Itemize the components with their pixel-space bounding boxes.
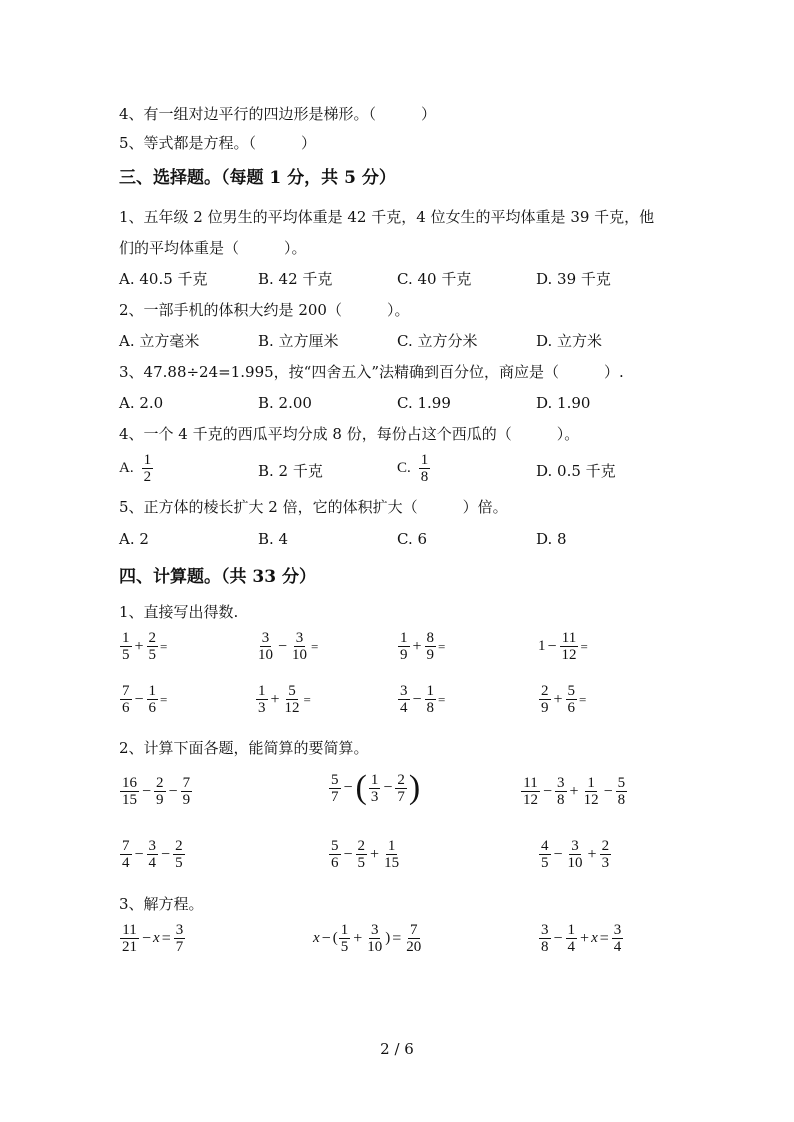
fraction: 1 3 — [370, 771, 379, 805]
number: 1 — [538, 638, 546, 654]
fraction: 11 12 — [523, 775, 538, 808]
fraction: $\frac{2}{5}$ — [357, 838, 366, 871]
equation-2 — [313, 922, 424, 955]
q1-option-b: B. 42 千克 — [258, 270, 333, 288]
plus-sign: + — [270, 690, 280, 708]
minus-sign: − — [412, 690, 422, 708]
q3-option-c: C. 1.99 — [397, 394, 451, 412]
plus-sign: + — [412, 637, 422, 655]
oral-calc-5 — [119, 683, 167, 716]
q2-option-c: C. 立方分米 — [397, 332, 478, 350]
minus-sign: − — [383, 779, 393, 796]
oral-calc-7 — [397, 683, 445, 716]
equals-sign: = — [438, 691, 446, 707]
q4-option-b: B. 2 千克 — [258, 462, 323, 480]
plus-sign: + — [587, 845, 597, 863]
q2-option-d: D. 立方米 — [536, 332, 603, 350]
minus-sign: − — [321, 929, 331, 947]
section-3-title: 三、选择题。（每题 1 分，共 5 分） — [119, 168, 396, 188]
calc-problem-6 — [538, 838, 612, 871]
equals-sign: = — [160, 691, 168, 707]
fraction: 7 4 — [122, 838, 130, 871]
plus-sign: + — [370, 845, 380, 863]
fraction: $\frac{1}{6}$ — [148, 683, 157, 716]
q3-option-d: D. 1.90 — [536, 394, 591, 412]
q3-option-a: A. 2.0 — [119, 394, 164, 412]
oral-calc-6 — [255, 683, 311, 716]
fraction: $\frac{2}{7}$ — [397, 771, 405, 805]
fraction: 3 8 — [541, 922, 549, 955]
calc-part-1-title: 1、直接写出得数. — [119, 603, 239, 621]
equation-1 — [119, 922, 186, 955]
minus-sign: − — [547, 637, 557, 655]
fraction: 1 5 — [340, 922, 349, 955]
section-4-title: 四、计算题。（共 33 分） — [119, 567, 316, 587]
q5-option-c: C. 6 — [397, 530, 428, 548]
fraction: $\frac{1}{15}$ — [384, 838, 400, 871]
equals-sign: = — [311, 638, 319, 654]
fraction: 3 10 — [258, 630, 273, 663]
minus-sign: − — [134, 845, 144, 863]
oral-calc-4 — [538, 630, 588, 663]
choice-question-3: 3、47.88÷24=1.995，按“四舍五入”法精确到百分位，商应是（ ）. — [119, 363, 624, 381]
q5-option-a: A. 2 — [119, 530, 149, 548]
calc-problem-4 — [119, 838, 186, 871]
q4-option-c — [397, 452, 431, 485]
right-paren: ) — [385, 930, 391, 946]
oral-calc-2 — [255, 630, 318, 663]
equals-sign: = — [599, 929, 609, 947]
judge-question-5: 5、等式都是方程。（ ） — [119, 134, 317, 152]
plus-sign: + — [134, 637, 144, 655]
minus-sign: − — [603, 782, 613, 800]
equals-sign: = — [438, 638, 446, 654]
page-number: 2 / 6 — [380, 1040, 414, 1058]
q1-option-c: C. 40 千克 — [397, 270, 472, 288]
equals-sign: = — [303, 691, 311, 707]
fraction: $\frac{7}{20}$ — [406, 922, 422, 955]
plus-sign: + — [353, 929, 363, 947]
choice-question-2: 2、一部手机的体积大约是 200（ ）。 — [119, 301, 410, 319]
fraction: $\frac{3}{8}$ — [557, 775, 565, 808]
choice-question-1-line2: 们的平均体重是（ ）。 — [119, 239, 307, 257]
minus-sign: − — [343, 779, 353, 796]
fraction: $\frac{3}{10}$ — [292, 630, 308, 663]
variable-x: x — [153, 930, 160, 946]
q4-option-d: D. 0.5 千克 — [536, 462, 616, 480]
minus-sign: − — [142, 929, 152, 947]
fraction: $\frac{7}{9}$ — [182, 775, 191, 808]
fraction: 11 21 — [122, 922, 137, 955]
left-paren: ( — [355, 769, 367, 806]
minus-sign: − — [134, 690, 144, 708]
fraction: $\frac{1}{4}$ — [567, 922, 576, 955]
variable-x: x — [591, 930, 598, 946]
variable-x: x — [313, 930, 320, 946]
q4-option-c-label: C. — [397, 460, 411, 476]
plus-sign: + — [553, 690, 563, 708]
equals-sign: = — [579, 691, 587, 707]
fraction: 4 5 — [541, 838, 549, 871]
fraction: $\frac{1}{8}$ — [426, 683, 435, 716]
plus-sign: + — [580, 929, 590, 947]
fraction: 2 9 — [541, 683, 549, 716]
fraction: $\frac{5}{6}$ — [567, 683, 576, 716]
q4-option-a-label: A. — [119, 460, 134, 476]
q2-option-a: A. 立方毫米 — [119, 332, 200, 350]
equation-3 — [538, 922, 624, 955]
fraction: 1 5 — [122, 630, 130, 663]
fraction: $\frac{3}{4}$ — [613, 922, 622, 955]
fraction: $\frac{2}{5}$ — [175, 838, 183, 871]
oral-calc-1 — [119, 630, 167, 663]
minus-sign: − — [543, 782, 553, 800]
judge-question-4: 4、有一组对边平行的四边形是梯形。（ ） — [119, 105, 437, 123]
equals-sign: = — [161, 929, 171, 947]
q3-option-b: B. 2.00 — [258, 394, 312, 412]
fraction: $\frac{5}{8}$ — [617, 775, 626, 808]
fraction: 7 6 — [122, 683, 130, 716]
q4-option-a — [119, 452, 154, 485]
calc-problem-2 — [328, 771, 421, 805]
plus-sign: + — [569, 782, 579, 800]
equals-sign: = — [580, 638, 588, 654]
q2-option-b: B. 立方厘米 — [258, 332, 339, 350]
fraction: $\frac{3}{7}$ — [175, 922, 184, 955]
fraction: $\frac{3}{10}$ — [367, 922, 383, 955]
fraction: 16 15 — [122, 775, 137, 808]
q5-option-b: B. 4 — [258, 530, 289, 548]
minus-sign: − — [343, 845, 353, 863]
oral-calc-8 — [538, 683, 586, 716]
calc-part-3-title: 3、解方程。 — [119, 895, 204, 913]
fraction: $\frac{1}{12}$ — [583, 775, 599, 808]
minus-sign: − — [553, 929, 563, 947]
minus-sign: − — [168, 782, 178, 800]
fraction: 1 3 — [258, 683, 266, 716]
fraction: 5 6 — [331, 838, 339, 871]
fraction: $\frac{3}{10}$ — [567, 838, 583, 871]
fraction: $\frac{3}{4}$ — [148, 838, 157, 871]
equals-sign: = — [392, 929, 402, 947]
fraction: 1 2 — [143, 452, 152, 485]
oral-calc-3 — [397, 630, 445, 663]
minus-sign: − — [161, 845, 171, 863]
fraction: 1 8 — [420, 452, 429, 485]
fraction: 3 4 — [400, 683, 408, 716]
fraction: $\frac{2}{9}$ — [156, 775, 164, 808]
fraction: $\frac{5}{12}$ — [284, 683, 300, 716]
right-paren: ) — [408, 769, 421, 806]
fraction: 5 7 — [331, 771, 339, 805]
choice-question-1-line1: 1、五年级 2 位男生的平均体重是 42 千克，4 位女生的平均体重是 39 千克，他 — [119, 208, 655, 226]
calc-problem-3 — [520, 775, 628, 808]
fraction: 1 9 — [400, 630, 408, 663]
left-paren: ( — [332, 930, 338, 946]
minus-sign: − — [553, 845, 563, 863]
choice-question-5: 5、正方体的棱长扩大 2 倍，它的体积扩大（ ）倍。 — [119, 498, 508, 516]
fraction: $\frac{11}{12}$ — [561, 630, 577, 663]
q1-option-a: A. 40.5 千克 — [119, 270, 208, 288]
minus-sign: − — [278, 637, 288, 655]
calc-problem-1 — [119, 775, 193, 808]
minus-sign: − — [142, 782, 152, 800]
calc-problem-5 — [328, 838, 402, 871]
q5-option-d: D. 8 — [536, 530, 567, 548]
calc-part-2-title: 2、计算下面各题，能简算的要简算。 — [119, 739, 369, 757]
choice-question-4: 4、一个 4 千克的西瓜平均分成 8 份，每份占这个西瓜的（ ）。 — [119, 425, 580, 443]
fraction: $\frac{8}{9}$ — [426, 630, 435, 663]
q1-option-d: D. 39 千克 — [536, 270, 611, 288]
equals-sign: = — [160, 638, 168, 654]
fraction: $\frac{2}{5}$ — [148, 630, 157, 663]
fraction: $\frac{2}{3}$ — [601, 838, 610, 871]
